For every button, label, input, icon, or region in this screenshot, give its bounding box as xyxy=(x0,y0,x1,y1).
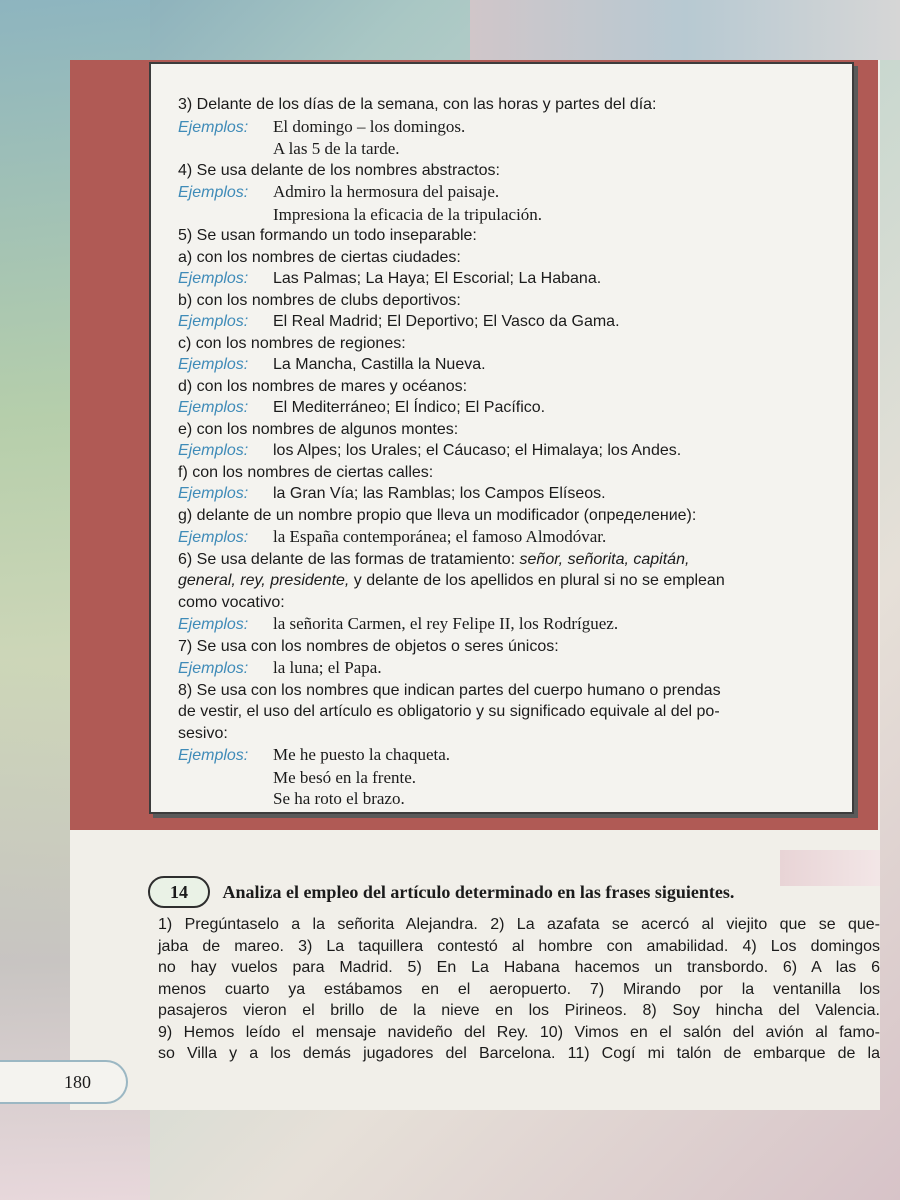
example-line xyxy=(178,744,848,767)
rule-text: 4) Se usa delante de los nombres abstractos: xyxy=(178,161,500,179)
rule-text-italic: señor, señorita, capitán, xyxy=(519,550,690,568)
rule-text: e) con los nombres de algunos montes: xyxy=(178,420,459,438)
example-text: la España contemporánea; el famoso Almodóvar. xyxy=(273,527,607,546)
examples-label: Ejemplos: xyxy=(178,356,249,373)
rule-text: g) delante de un nombre propio que lleva un modificador (определение): xyxy=(178,506,697,524)
rule-text xyxy=(178,549,848,571)
rule-text: d) con los nombres de mares y océanos: xyxy=(178,377,468,395)
example-text: A las 5 de la tarde. xyxy=(273,139,400,158)
examples-label: Ejemplos: xyxy=(178,485,249,502)
example-text: El domingo – los domingos. xyxy=(273,116,466,136)
rule-text xyxy=(178,570,848,592)
examples-label: Ejemplos: xyxy=(178,442,249,459)
examples-label: Ejemplos: xyxy=(178,660,249,677)
example-line xyxy=(178,354,848,376)
example-text: Me besó en la frente. xyxy=(273,767,417,787)
rule-text: b) con los nombres de clubs deportivos: xyxy=(178,291,461,309)
exercise-line: 1) Pregúntaselo a la señorita Alejandra. 2) La azafata se acercó al viejito que se que- xyxy=(158,916,880,933)
example-text: la señorita Carmen, el rey Felipe II, los Rodríguez. xyxy=(273,614,619,633)
exercise-instruction: Analiza el empleo del artículo determinado en las frases siguientes. xyxy=(222,881,735,902)
examples-label: Ejemplos: xyxy=(178,118,249,136)
exercise-header xyxy=(148,876,858,908)
rule-text-part: 6) Se usa delante de las formas de tratamiento: xyxy=(178,550,520,568)
exercise-number-badge: 14 xyxy=(148,876,210,908)
example-line xyxy=(178,311,848,333)
examples-label: Ejemplos: xyxy=(178,616,249,633)
example-text: la luna; el Papa. xyxy=(273,658,382,677)
examples-label: Ejemplos: xyxy=(178,399,249,416)
example-line xyxy=(178,483,848,505)
rule-text: 7) Se usa con los nombres de objetos o seres únicos: xyxy=(178,637,559,655)
examples-label: Ejemplos: xyxy=(178,529,249,546)
examples-label: Ejemplos: xyxy=(178,270,249,287)
example-line xyxy=(178,116,848,139)
rule-text: 3) Delante de los días de la semana, con las horas y partes del día: xyxy=(178,96,657,113)
examples-label: Ejemplos: xyxy=(178,184,249,201)
rule-text: de vestir, el uso del artículo es obligatorio y su significado equivale al del po- xyxy=(178,703,720,720)
exercise-line: jaba de mareo. 3) La taquillera contestó al hombre con amabilidad. 4) Los domingos xyxy=(158,937,880,955)
rule-text: como vocativo: xyxy=(178,593,285,611)
rule-text: f) con los nombres de ciertas calles: xyxy=(178,463,434,481)
background-top xyxy=(470,0,900,60)
example-text: Impresiona la eficacia de la tripulación. xyxy=(273,204,543,224)
example-line xyxy=(178,440,848,462)
example-text: los Alpes; los Urales; el Cáucaso; el Himalaya; los Andes. xyxy=(273,442,682,459)
page-number: 180 xyxy=(64,1072,91,1092)
examples-label: Ejemplos: xyxy=(178,313,249,330)
exercise-line: so Villa y a los demás jugadores del Barcelona. 11) Cogí mi talón de embarque de la xyxy=(158,1045,880,1062)
example-line xyxy=(178,268,848,290)
exercise-line: pasajeros vieron el brillo de la nieve en los Pirineos. 8) Soy hincha del Valencia. xyxy=(158,1002,880,1019)
example-text: El Real Madrid; El Deportivo; El Vasco da Gama. xyxy=(273,313,620,330)
example-text: Admiro la hermosura del paisaje. xyxy=(273,182,500,201)
rule-text: 8) Se usa con los nombres que indican partes del cuerpo humano o prendas xyxy=(178,681,721,699)
example-text: La Mancha, Castilla la Nueva. xyxy=(273,356,486,373)
rule-text-part: y delante de los apellidos en plural si no se emplean xyxy=(349,572,725,589)
grammar-rules xyxy=(178,94,848,810)
example-text: la Gran Vía; las Ramblas; los Campos Elíseos. xyxy=(273,485,606,502)
exercise-line: menos cuarto ya estábamos en el aeropuerto. 7) Mirando por la ventanilla los xyxy=(158,980,880,998)
example-text: El Mediterráneo; El Índico; El Pacífico. xyxy=(273,399,546,416)
rule-text: 5) Se usan formando un todo inseparable: xyxy=(178,227,477,244)
example-text: Las Palmas; La Haya; El Escorial; La Habana. xyxy=(273,270,602,287)
rule-text: c) con los nombres de regiones: xyxy=(178,334,406,352)
exercise-line: no hay vuelos para Madrid. 5) En La Habana hacemos un transbordo. 6) A las 6 xyxy=(158,959,880,976)
example-line xyxy=(178,526,848,549)
example-line xyxy=(178,397,848,419)
example-text: Se ha roto el brazo. xyxy=(273,789,405,808)
examples-label: Ejemplos: xyxy=(178,747,249,764)
rule-text: sesivo: xyxy=(178,724,228,742)
example-line xyxy=(178,657,848,680)
example-text: Me he puesto la chaqueta. xyxy=(273,745,451,764)
rule-text-italic: general, rey, presidente, xyxy=(178,572,350,589)
example-line xyxy=(178,181,848,204)
exercise-line: 9) Hemos leído el mensaje navideño del Rey. 10) Vimos en el salón del avión al famo- xyxy=(158,1023,880,1041)
exercise-text xyxy=(158,914,880,1065)
example-line xyxy=(178,613,848,636)
rule-text: a) con los nombres de ciertas ciudades: xyxy=(178,248,461,266)
